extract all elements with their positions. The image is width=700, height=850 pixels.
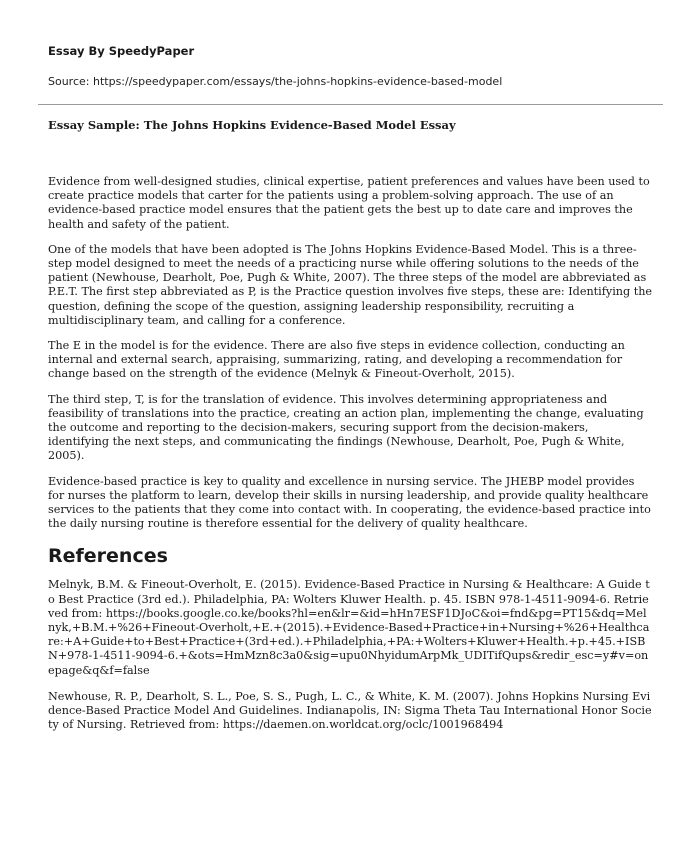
essay-paragraph: Evidence from well-designed studies, clinical expertise, patient preferences and values have been used to create practice models that carter for the patients using a problem-solving approach. The use of an evidence-based practice model ensures that the patient gets the best up to date care and improves the health and safety of the patient.: [48, 175, 650, 231]
document-header-title: Essay By SpeedyPaper: [48, 44, 195, 58]
document-page: [48, 44, 653, 745]
essay-paragraph: The third step, T, is for the translation of evidence. This involves determining appropriateness and feasibility of translations into the practice, creating an action plan, implementing the change, evaluating the outcome and reporting to the decision-makers, securing support from the decision-makers, identifying the next steps, and communicating the findings (Newhouse, Dearholt, Poe, Pugh & White, 2005).: [48, 392, 644, 463]
header-divider: [38, 104, 663, 105]
reference-item: Melnyk, B.M. & Fineout-Overholt, E. (2015). Evidence-Based Practice in Nursing & Healthcare: A Guide to Best Practice (3rd ed.). Philadelphia, PA: Wolters Kluwer Health. p. 45. ISBN 978-1-4511-9094-6. Retrieved from: https://books.google.co.ke/books?hl=en&lr=&id=hHn7ESF1DJoC&oi=fnd&pg=PT15&dq=Melnyk,+B.M.+%26+Fineout-Overholt,+E.+(2015).+Evidence-Based+Practice+in+Nursing+%26+Healthcare:+A+Guide+to+Best+Practice+(3rd+ed.).+Philadelphia,+PA:+Wolters+Kluwer+Health.+p.+45.+ISBN+978-1-4511-9094-6.+&ots=HmMzn8c3a0&sig=upu0NhyidumArpMk_UDITifQups&redir_esc=y#v=onepage&q&f=false: [48, 578, 650, 677]
references-heading: References: [48, 545, 168, 568]
essay-paragraph: Evidence-based practice is key to quality and excellence in nursing service. The JHEBP model provides for nurses the platform to learn, develop their skills in nursing leadership, and provide quality healthcare services to the patients that they come into contact with. In cooperating, the evidence-based practice into the daily nursing routine is therefore essential for the delivery of quality healthcare.: [48, 474, 651, 531]
essay-paragraph: The E in the model is for the evidence. There are also five steps in evidence collection, conducting an internal and external search, appraising, summarizing, rating, and developing a recommendation for change based on the strength of the evidence (Melnyk & Fineout-Overholt, 2015).: [48, 339, 625, 381]
essay-title: Essay Sample: The Johns Hopkins Evidence-Based Model Essay: [48, 118, 456, 132]
reference-item: Newhouse, R. P., Dearholt, S. L., Poe, S. S., Pugh, L. C., & White, K. M. (2007). Johns Hopkins Nursing Evidence-Based Practice Model And Guidelines. Indianapolis, IN: Sigma Theta Tau International Honor Society of Nursing. Retrieved from: https://daemen.on.worldcat.org/oclc/1001968494: [48, 689, 652, 732]
essay-paragraph: One of the models that have been adopted is The Johns Hopkins Evidence-Based Model. This is a three-step model designed to meet the needs of a practicing nurse while offering solutions to the needs of the patient (Newhouse, Dearholt, Poe, Pugh & White, 2007). The three steps of the model are abbreviated as P.E.T. The first step abbreviated as P, is the Practice question involves five steps, these are: Identifying the question, defining the scope of the question, assigning leadership responsibility, recruiting a multidisciplinary team, and calling for a conference.: [48, 242, 653, 327]
source-line: Source: https://speedypaper.com/essays/the-johns-hopkins-evidence-based-model: [48, 75, 503, 88]
